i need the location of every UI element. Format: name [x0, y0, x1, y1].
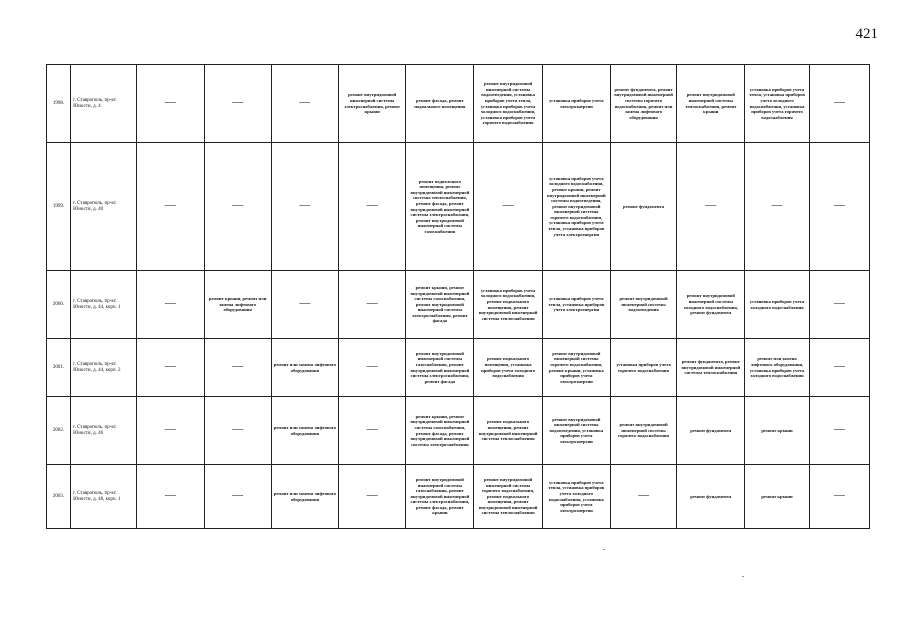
work-cell: ремонт внутридомовой инженерной системы водоотведения [610, 271, 676, 339]
empty-dash: — [638, 489, 650, 502]
work-cell: установка приборов учета холодного водоснабжения, ремонт подвального помещения, ремонт внутридомовой инженерной системы теплоснабжения [474, 271, 542, 339]
work-cell: ремонт или замена лифтового оборудования [271, 397, 338, 465]
work-cell [204, 397, 271, 465]
work-cell [339, 271, 406, 339]
address-cell: г. Ставрополь, пр-кт. Юности, д. 44, корп. 1 [71, 271, 137, 339]
work-cell: установка приборов учета горячего водоснабжения [610, 339, 676, 397]
empty-dash: — [164, 423, 176, 436]
empty-dash: — [232, 360, 244, 373]
empty-dash: — [299, 199, 311, 212]
work-cell [137, 397, 204, 465]
work-cell: ремонт или замена лифтового оборудования, установка приборов учета холодного водоснабжения [745, 339, 809, 397]
empty-dash: — [366, 297, 378, 310]
capital-repair-table [46, 64, 870, 529]
empty-dash: — [705, 199, 717, 212]
work-cell: ремонт внутридомовой инженерной системы теплоснабжения, ремонт крыши [677, 65, 745, 143]
empty-dash: — [164, 360, 176, 373]
work-cell: ремонт крыши, ремонт внутридомовой инженерной системы газоснабжения, ремонт фасада, ремонт внутридомовой инженерной системы электроснабжения [406, 397, 474, 465]
empty-dash: — [299, 297, 311, 310]
work-cell [339, 143, 406, 271]
work-cell [137, 143, 204, 271]
work-cell: установка приборов учета тепла, установка приборов учета холодного водоснабжения, установка приборов учета горячего водоснабжения [745, 65, 809, 143]
table-row [47, 65, 870, 143]
work-cell [809, 271, 869, 339]
work-cell: ремонт фундамента, ремонт внутридомовой инженерной системы горячего водоснабжения, ремонт или замена лифтового оборудования [610, 65, 676, 143]
work-cell: ремонт внутридомовой инженерной системы водоотведения, установка приборов учета тепла, установка приборов учета холодного водоснабжения, установка приборов учета горячего водоснабжения [474, 65, 542, 143]
work-cell [677, 143, 745, 271]
work-cell: установка приборов учета тепла, установка приборов учета электроэнергии [542, 271, 610, 339]
address-cell: г. Ставрополь, пр-кт. Юности, д. 46 [71, 397, 137, 465]
work-cell [204, 65, 271, 143]
work-cell [271, 65, 338, 143]
empty-dash: — [833, 360, 845, 373]
work-cell: ремонт подвального помещения, ремонт внутридомовой инженерной системы теплоснабжения, ремонт фасада, ремонт внутридомовой инженерной системы электроснабжения, ремонт внутридомовой инженерной системы газоснабжения [406, 143, 474, 271]
empty-dash: — [164, 199, 176, 212]
work-cell: ремонт внутридомовой инженерной системы горячего водоснабжения, ремонт крыши, установка приборов учета электроэнергии [542, 339, 610, 397]
empty-dash: — [299, 96, 311, 109]
work-cell: установка приборов учета холодного водоснабжения, ремонт крыши, ремонт внутридомовой инженерной системы водоотведения, ремонт внутридомовой инженерной системы горячего водоснабжения, установка приборов учета тепла, установка приборов учета электроэнергии [542, 143, 610, 271]
row-number: 2000. [47, 271, 71, 339]
empty-dash: — [833, 423, 845, 436]
work-cell: ремонт внутридомовой инженерной системы водоотведения, установка приборов учета электроэнергии [542, 397, 610, 465]
table-row [47, 143, 870, 271]
scan-speck [742, 576, 744, 577]
empty-dash: — [232, 199, 244, 212]
table-body [47, 65, 870, 529]
work-cell: ремонт фундамента [677, 397, 745, 465]
work-cell: ремонт или замена лифтового оборудования [271, 465, 338, 529]
work-cell [271, 271, 338, 339]
empty-dash: — [164, 297, 176, 310]
table-row [47, 339, 870, 397]
work-cell: установка приборов учета тепла, установка приборов учета холодного водоснабжения, установка приборов учета электроэнергии [542, 465, 610, 529]
empty-dash: — [833, 489, 845, 502]
work-cell [339, 339, 406, 397]
page-number: 421 [855, 26, 878, 42]
empty-dash: — [366, 489, 378, 502]
work-cell [339, 397, 406, 465]
work-cell: ремонт подвального помещения, ремонт внутридомовой инженерной системы теплоснабжения [474, 397, 542, 465]
empty-dash: — [366, 199, 378, 212]
address-cell: г. Ставрополь, пр-кт. Юности, д. 48, корп. 1 [71, 465, 137, 529]
empty-dash: — [232, 96, 244, 109]
work-cell: ремонт фасада, ремонт подвального помещения [406, 65, 474, 143]
row-number: 1999. [47, 143, 71, 271]
work-cell: установка приборов учета электроэнергии [542, 65, 610, 143]
row-number: 2001. [47, 339, 71, 397]
work-cell: установка приборов учета холодного водоснабжения [745, 271, 809, 339]
work-cell [204, 143, 271, 271]
work-cell [610, 465, 676, 529]
empty-dash: — [366, 360, 378, 373]
work-cell: ремонт внутридомовой инженерной системы холодного водоснабжения, ремонт фундамента [677, 271, 745, 339]
work-cell: ремонт внутридомовой инженерной системы электроснабжения, ремонт крыши [339, 65, 406, 143]
work-cell: ремонт фундамента [677, 465, 745, 529]
work-cell [204, 339, 271, 397]
table-row [47, 465, 870, 529]
empty-dash: — [366, 423, 378, 436]
work-cell: ремонт внутридомовой инженерной системы горячего водоснабжения, ремонт подвального помещения, ремонт внутридомовой инженерной системы теплоснабжения [474, 465, 542, 529]
address-cell: г. Ставрополь, пр-кт. Юности, д. 44, корп. 2 [71, 339, 137, 397]
table-row [47, 271, 870, 339]
work-cell: ремонт или замена лифтового оборудования [271, 339, 338, 397]
work-cell [271, 143, 338, 271]
empty-dash: — [771, 199, 783, 212]
work-cell: ремонт фундамента, ремонт внутридомовой инженерной системы теплоснабжения [677, 339, 745, 397]
row-number: 2002. [47, 397, 71, 465]
work-cell: ремонт крыши [745, 397, 809, 465]
table-row [47, 397, 870, 465]
work-cell: ремонт внутридомовой инженерной системы газоснабжения, ремонт внутридомовой инженерной системы электроснабжения, ремонт фасада [406, 339, 474, 397]
empty-dash: — [833, 199, 845, 212]
empty-dash: — [502, 199, 514, 212]
empty-dash: — [164, 489, 176, 502]
work-cell: ремонт крыши, ремонт или замена лифтового оборудования [204, 271, 271, 339]
work-cell: ремонт фундамента [610, 143, 676, 271]
work-cell: ремонт крыши [745, 465, 809, 529]
work-cell [474, 143, 542, 271]
work-cell: ремонт крыши, ремонт внутридомовой инженерной системы газоснабжения, ремонт внутридомовой инженерной системы электроснабжения, ремонт фасада [406, 271, 474, 339]
address-cell: г. Ставрополь, пр-кт. Юности, д. 4 [71, 65, 137, 143]
work-cell [809, 339, 869, 397]
work-cell [809, 143, 869, 271]
address-cell: г. Ставрополь, пр-кт. Юности, д. 40 [71, 143, 137, 271]
scan-speck [603, 549, 605, 550]
work-cell [745, 143, 809, 271]
empty-dash: — [833, 96, 845, 109]
work-cell [137, 271, 204, 339]
empty-dash: — [164, 96, 176, 109]
work-cell: ремонт подвального помещения, установка приборов учета холодного водоснабжения [474, 339, 542, 397]
empty-dash: — [232, 489, 244, 502]
row-number: 1998. [47, 65, 71, 143]
work-cell [137, 465, 204, 529]
work-cell: ремонт внутридомовой инженерной системы газоснабжения, ремонт внутридомовой инженерной системы электроснабжения, ремонт фасада, ремонт крыши [406, 465, 474, 529]
work-cell [204, 465, 271, 529]
empty-dash: — [833, 297, 845, 310]
work-cell: ремонт внутридомовой инженерной системы горячего водоснабжения [610, 397, 676, 465]
work-cell [809, 397, 869, 465]
empty-dash: — [232, 423, 244, 436]
work-cell [339, 465, 406, 529]
work-cell [809, 65, 869, 143]
work-cell [809, 465, 869, 529]
work-cell [137, 339, 204, 397]
work-cell [137, 65, 204, 143]
row-number: 2003. [47, 465, 71, 529]
